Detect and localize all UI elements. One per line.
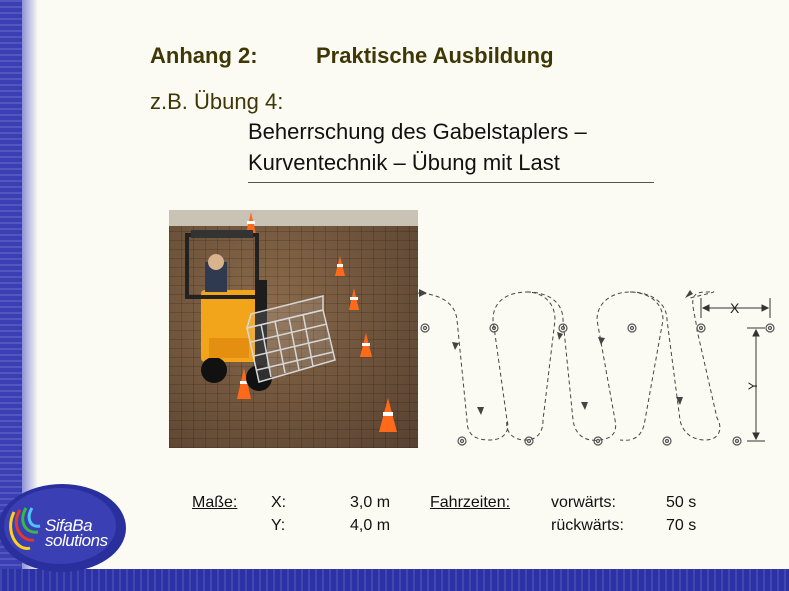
logo-line1: SifaBa — [45, 516, 93, 535]
bottom-bar — [0, 569, 789, 591]
time-forward-value: 50 s — [666, 494, 697, 511]
measures-label: Maße: — [192, 494, 238, 511]
dimension-x-label: X — [730, 300, 740, 316]
exercise-description-line1: Beherrschung des Gabelstaplers – — [248, 119, 587, 144]
measure-x-value: 3,0 m — [350, 494, 391, 511]
time-reverse-name: rückwärts: — [551, 517, 624, 534]
driving-path — [415, 292, 720, 441]
logo-line2: solutions — [45, 531, 108, 550]
measure-y-value: 4,0 m — [350, 517, 391, 534]
exercise-label: z.B. Übung 4: — [150, 89, 284, 114]
dimension-y-label: Y — [746, 381, 760, 390]
exercise-description-line2: Kurventechnik – Übung mit Last — [248, 150, 560, 175]
course-diagram — [405, 280, 789, 470]
times-label: Fahrzeiten: — [430, 494, 511, 511]
slide-title — [150, 43, 554, 69]
measure-y-name: Y: — [271, 517, 286, 534]
title-text: Praktische Ausbildung — [316, 43, 554, 68]
dimension-lines — [701, 298, 770, 441]
pylon-markers — [421, 324, 774, 445]
logo-text — [45, 518, 108, 548]
forklift-photo — [169, 210, 418, 448]
title-divider — [248, 182, 654, 183]
title-label: Anhang 2: — [150, 43, 258, 68]
time-reverse-value: 70 s — [666, 517, 697, 534]
time-forward-name: vorwärts: — [551, 494, 616, 511]
measure-x-name: X: — [271, 494, 287, 511]
